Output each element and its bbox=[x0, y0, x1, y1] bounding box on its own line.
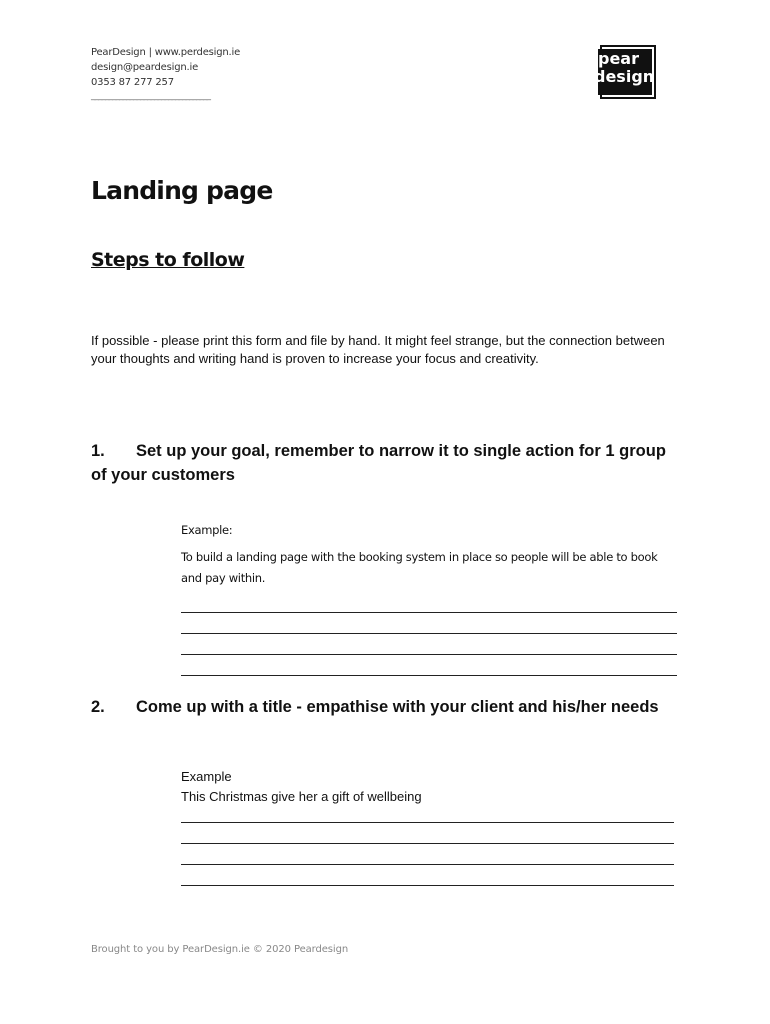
logo-word-pear: pear bbox=[598, 49, 639, 68]
writing-line[interactable] bbox=[181, 634, 677, 655]
company-website-line: PearDesign | www.perdesign.ie bbox=[91, 47, 241, 58]
intro-paragraph: If possible - please print this form and file by hand. It might feel strange, but the connection between your thoughts and writing hand is proven to increase your focus and creativity. bbox=[91, 333, 665, 366]
step-1-number: 1. bbox=[91, 442, 105, 460]
step-1-writing-lines[interactable] bbox=[181, 592, 677, 676]
contact-header bbox=[91, 45, 240, 101]
writing-line[interactable] bbox=[181, 802, 674, 823]
step-1-example-text: To build a landing page with the booking system in place so people will be able to book and pay within. bbox=[181, 550, 658, 585]
step-2-writing-lines[interactable] bbox=[181, 802, 674, 886]
step-2-number: 2. bbox=[91, 698, 105, 716]
pear-design-logo bbox=[594, 45, 658, 99]
writing-line[interactable] bbox=[181, 823, 674, 844]
writing-line[interactable] bbox=[181, 655, 677, 676]
page-footer: Brought to you by PearDesign.ie © 2020 Peardesign bbox=[91, 944, 349, 955]
page-subtitle: Steps to follow bbox=[91, 249, 245, 271]
page-title: Landing page bbox=[91, 176, 273, 205]
step-1-heading bbox=[91, 439, 681, 487]
step-2-text: Come up with a title - empathise with your client and his/her needs bbox=[136, 698, 659, 716]
writing-line[interactable] bbox=[181, 865, 674, 886]
company-email: design@peardesign.ie bbox=[91, 62, 199, 73]
writing-line[interactable] bbox=[181, 592, 677, 613]
logo-word-design: design bbox=[594, 67, 655, 86]
step-1-example-label: Example: bbox=[181, 523, 233, 537]
step-1-text: Set up your goal, remember to narrow it to single action for 1 group of your customers bbox=[91, 442, 666, 484]
company-phone: 0353 87 277 257 bbox=[91, 77, 174, 88]
writing-line[interactable] bbox=[181, 613, 677, 634]
writing-line[interactable] bbox=[181, 844, 674, 865]
step-2-heading bbox=[91, 695, 681, 719]
step-2-example-text: This Christmas give her a gift of wellbeing bbox=[181, 789, 422, 804]
header-rule: __________________________________ bbox=[91, 91, 210, 101]
step-2-example-label: Example bbox=[181, 769, 232, 784]
